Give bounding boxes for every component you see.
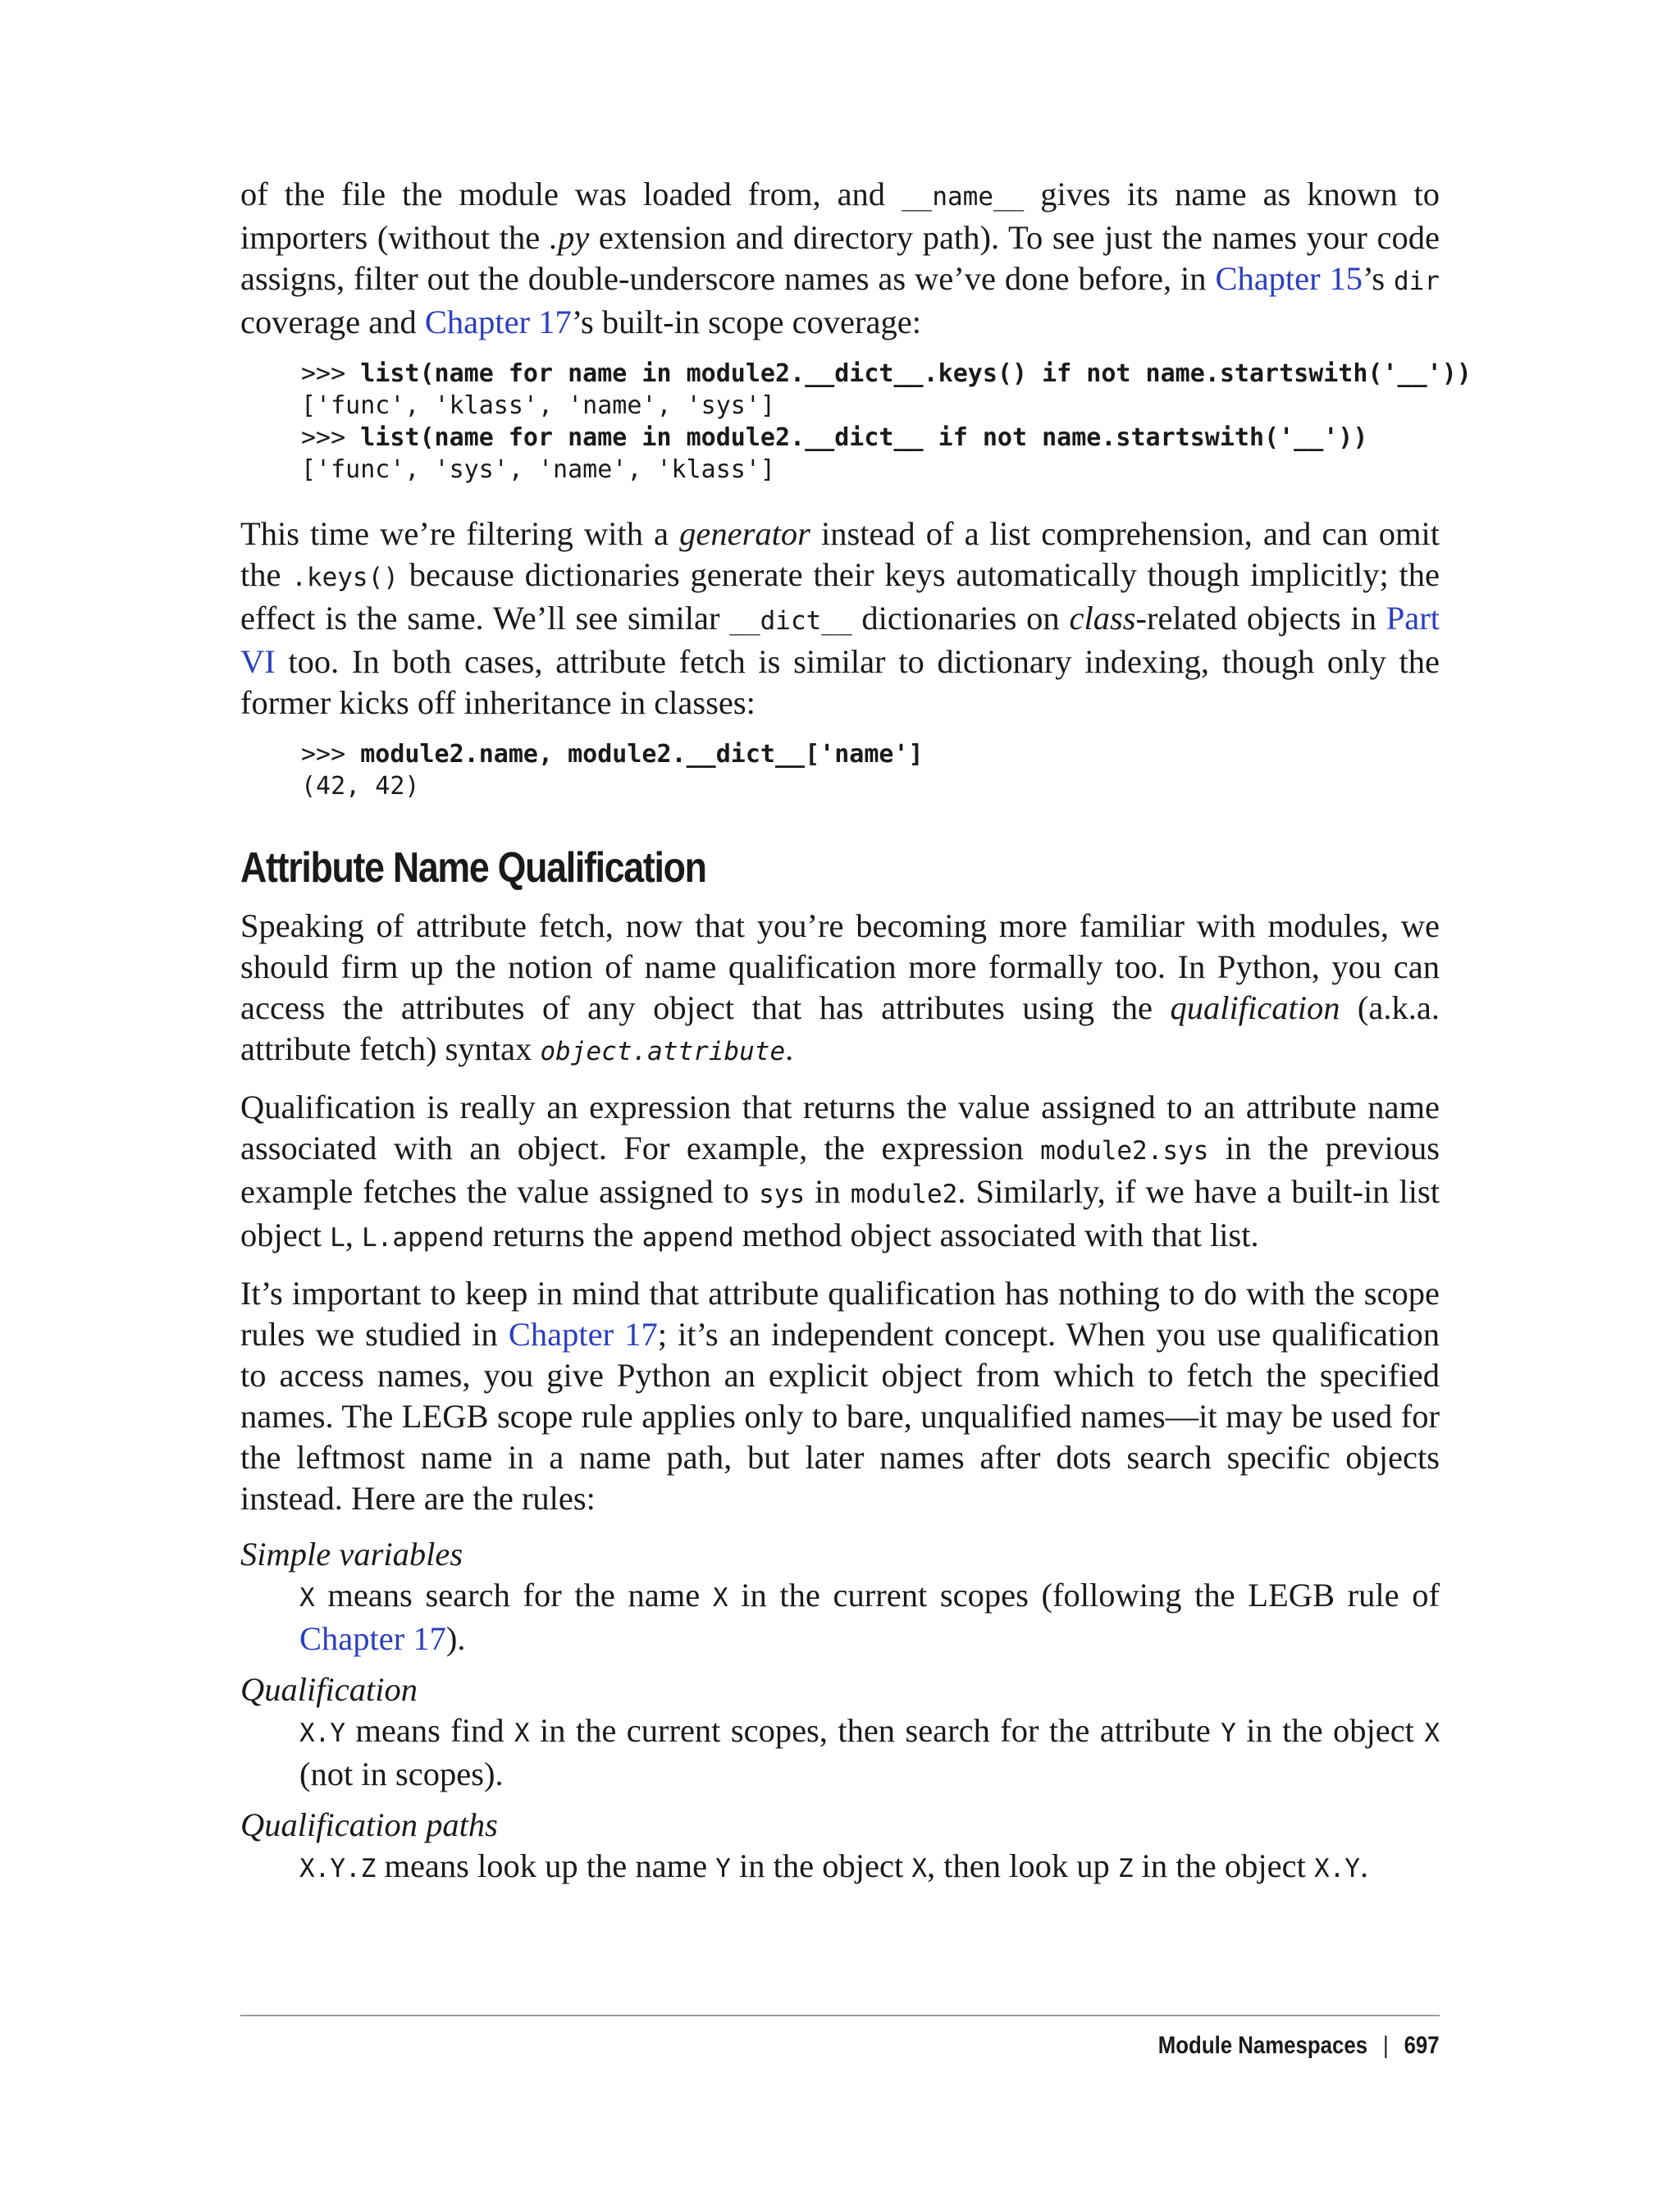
text-run: It’s important to keep in mind that attribute qualification has nothing to do with the scope rules we studied in — [240, 1275, 1440, 1353]
text-run: in the previous example fetches the value assigned to — [240, 1130, 1440, 1210]
code-command: list(name for name in module2.__dict__ if not name.startswith('__')) — [360, 423, 1368, 452]
text-run: means look up the name — [376, 1847, 716, 1884]
code-prompt: >>> — [301, 423, 361, 452]
text-run: means search for the name — [314, 1577, 713, 1614]
text-run: in — [805, 1173, 851, 1210]
inline-code: L — [330, 1223, 345, 1253]
text-run: in the current scopes, then search for the attribute — [529, 1712, 1221, 1749]
text-run: Qualification is really an expression that returns the value assigned to an attribute name associated with an object. For example, the expression — [240, 1089, 1440, 1166]
page-content — [240, 174, 1472, 1899]
rules-list — [240, 1534, 1440, 1889]
code-example-name-fetch — [301, 738, 1440, 802]
text-run: means find — [345, 1712, 514, 1749]
inline-code: __name__ — [902, 182, 1025, 212]
page-number: 697 — [1404, 2032, 1440, 2059]
text-run: in the object — [730, 1847, 912, 1884]
text-run: . — [1359, 1847, 1369, 1884]
text-run: , then look up — [927, 1847, 1118, 1884]
inline-code: X.Y — [1313, 1854, 1360, 1883]
footer-separator: | — [1383, 2032, 1390, 2059]
inline-code: X.Y — [299, 1719, 345, 1748]
italic-text: .py — [549, 219, 590, 256]
code-command: module2.name, module2.__dict__['name'] — [360, 740, 924, 769]
code-line — [301, 422, 1440, 454]
italic-text: class — [1069, 600, 1136, 637]
code-output: ['func', 'sys', 'name', 'klass'] — [301, 455, 775, 484]
text-run: of the file the module was loaded from, and — [240, 176, 902, 212]
code-line — [301, 358, 1472, 390]
text-run: ’s — [1363, 260, 1394, 297]
inline-code: module2 — [850, 1180, 958, 1209]
inline-code: Y — [715, 1854, 731, 1883]
inline-code: module2.sys — [1040, 1136, 1209, 1166]
inline-code: dir — [1394, 267, 1440, 296]
footer-divider — [240, 2015, 1440, 2016]
paragraph-legb-rules — [240, 1273, 1440, 1519]
rule-term-qualification: Qualification — [240, 1671, 418, 1708]
inline-code: sys — [759, 1180, 806, 1209]
text-run: too. In both cases, attribute fetch is similar to dictionary indexing, though only the former kicks off inheritance in classes: — [240, 643, 1440, 721]
text-run: because dictionaries generate their keys automatically though implicitly; the effect is the same. We’ll see similar — [240, 556, 1440, 637]
rule-definition-simple-variables — [299, 1575, 1440, 1659]
text-run: extension and directory path). To see just the names your code assigns, filter out the double-underscore names as we’ve done before, in — [240, 219, 1440, 297]
section-heading: Attribute Name Qualification — [240, 844, 706, 892]
text-run: . Similarly, if we have a built-in list object — [240, 1173, 1440, 1253]
inline-code: Z — [1117, 1854, 1134, 1883]
code-line — [301, 454, 1440, 486]
text-run: (a.k.a. attribute fetch) syntax — [240, 989, 1440, 1067]
text-run: This time we’re filtering with a — [240, 515, 680, 552]
inline-code: X — [299, 1583, 315, 1613]
inline-code: .keys() — [291, 563, 399, 592]
rule-term-qualification-paths: Qualification paths — [240, 1806, 498, 1843]
inline-code: __dict__ — [729, 606, 852, 636]
rule-definition-qualification — [299, 1710, 1440, 1795]
text-run: ). — [445, 1620, 466, 1657]
code-output: (42, 42) — [301, 772, 420, 801]
link-chapter-15[interactable]: Chapter 15 — [1215, 260, 1363, 297]
rule-term-simple-variables: Simple variables — [240, 1536, 463, 1573]
inline-code: object.attribute — [540, 1037, 786, 1066]
italic-text: generator — [679, 515, 810, 552]
inline-code: Y — [1221, 1719, 1236, 1748]
paragraph-qualification-expression — [240, 1087, 1440, 1258]
text-run: Speaking of attribute fetch, now that you’re becoming more familiar with modules, we should firm up the notion of name qualification more formally too. In Python, you can access the attributes of any object that has attributes using the — [240, 907, 1440, 1026]
inline-code: X — [1424, 1719, 1440, 1748]
code-prompt: >>> — [301, 740, 361, 769]
rule-definition-qualification-paths — [299, 1846, 1440, 1889]
code-example-dict-keys — [301, 358, 1472, 486]
text-run: gives its name as known to importers (without the — [240, 176, 1440, 256]
inline-code: X — [514, 1719, 530, 1748]
text-run: dictionaries on — [851, 600, 1070, 637]
link-chapter-17[interactable]: Chapter 17 — [424, 304, 572, 340]
text-run: in the object — [1235, 1712, 1425, 1749]
paragraph-qualification-intro — [240, 906, 1440, 1072]
code-line — [301, 390, 1440, 422]
text-run: ’s built-in scope coverage: — [571, 304, 921, 340]
code-command: list(name for name in module2.__dict__.keys() if not name.startswith('__')) — [360, 359, 1472, 388]
paragraph-module-attributes — [240, 174, 1440, 343]
inline-code: append — [641, 1223, 734, 1253]
page-footer — [1158, 2029, 1440, 2062]
link-chapter-17[interactable]: Chapter 17 — [299, 1620, 446, 1657]
text-run: in the object — [1133, 1847, 1314, 1884]
text-run: (not in scopes). — [299, 1755, 504, 1792]
running-footer-title: Module Namespaces — [1158, 2032, 1368, 2059]
inline-code: X — [712, 1583, 728, 1613]
text-run: in the current scopes (following the LEGB rule of — [728, 1577, 1440, 1614]
inline-code: X.Y.Z — [299, 1854, 377, 1883]
code-line — [301, 738, 1440, 770]
code-prompt: >>> — [301, 359, 361, 388]
link-part-vi[interactable]: Part VI — [240, 600, 1440, 680]
text-run: method object associated with that list. — [733, 1217, 1259, 1253]
text-run: -related objects in — [1135, 600, 1386, 637]
code-output: ['func', 'klass', 'name', 'sys'] — [301, 391, 775, 420]
link-chapter-17[interactable]: Chapter 17 — [508, 1316, 658, 1353]
text-run: returns the — [484, 1217, 642, 1253]
text-run: . — [785, 1030, 794, 1067]
text-run: coverage and — [240, 304, 425, 340]
inline-code: L.append — [362, 1223, 485, 1253]
inline-code: X — [911, 1854, 928, 1883]
text-run: instead of a list comprehension, and can omit the — [240, 515, 1440, 593]
paragraph-generator-filter — [240, 514, 1440, 724]
text-run: ; it’s an independent concept. When you use qualification to access names, you give Python an explicit object from which to fetch the specified names. The LEGB scope rule applies only to bare, unqualified names—it may be used for the leftmost name in a name path, but later names after dots search specific objects instead. Here are the rules: — [240, 1316, 1440, 1517]
text-run: , — [345, 1217, 363, 1253]
italic-text: qualification — [1170, 989, 1340, 1026]
code-line — [301, 770, 1440, 802]
